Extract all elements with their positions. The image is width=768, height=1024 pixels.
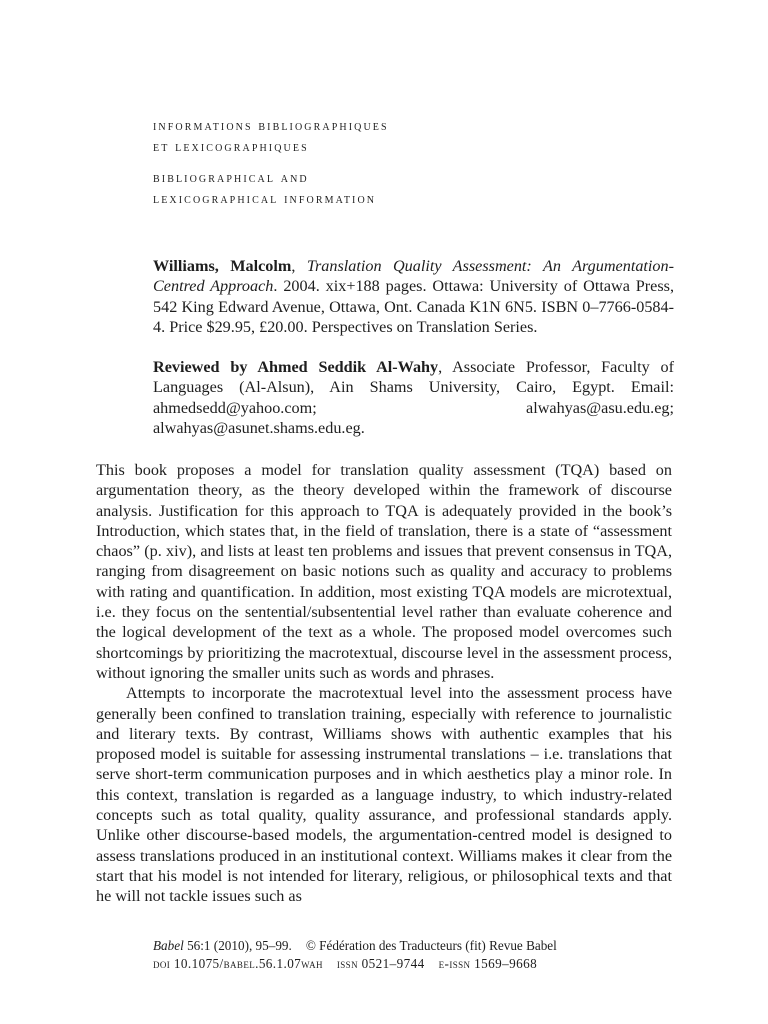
body-paragraph-1: This book proposes a model for translation quality assessment (TQA) based on argumentation theory, as the theory developed within the framework of discourse analysis. Justification for this approach to TQA is adequately provided in the book’s Introduction, which states that, in the field of translation, there is a state of “assessment chaos” (p. xiv), and lists at least ten problems and issues that prevent consensus in TQA, ranging from disagreement on basic notions such as quality and accuracy to problems with rating and quantification. In addition, most existing TQA models are microtextual, i.e. they focus on the sentential/subsentential level rather than evaluate coherence and the logical development of the text as a whole. The proposed model overcomes such shortcomings by prioritizing the macrotextual, discourse level in the assessment process, without ignoring the smaller units such as words and phrases. (96, 461, 672, 682)
french-section-heading (153, 116, 693, 158)
copyright-notice: © Fédération des Traducteurs (fit) Revue Babel (305, 938, 557, 953)
review-body (96, 460, 672, 907)
eissn: e-issn 1569–9668 (438, 956, 538, 971)
issn: issn 0521–9744 (336, 956, 425, 971)
english-heading-line1: bibliographical and (153, 170, 309, 186)
reviewer-name: Reviewed by Ahmed Seddik Al-Wahy (153, 358, 439, 376)
book-title: Translation Quality Assessment: An Argumentation-Centred Approach (153, 257, 674, 296)
french-heading-line1: informations bibliographiques (153, 118, 389, 134)
page-footer (153, 937, 673, 973)
book-reference: Williams, Malcolm, Translation Quality Assessment: An Argumentation-Centred Approach. 2004. xix+188 pages. Ottawa: University of Ottawa Press, 542 King Edward Avenue, Ottawa, Ont. Canada K1N 6N5. ISBN 0–7766-0584-4. Price $29.95, £20.00. Perspectives on Translation Series. (153, 257, 674, 337)
french-heading-line2: et lexicographiques (153, 139, 309, 155)
book-author: Williams, Malcolm (153, 257, 292, 275)
reviewer-info (153, 357, 674, 439)
journal-citation: 56:1 (2010), 95–99. (187, 938, 292, 953)
reviewer-details: , Associate Professor, Faculty of Languages (Al-Alsun), Ain Shams University, Cairo, Egypt. Email: ahmedsedd@yahoo.com; alwahyas@asu.edu.eg; alwahyas@asunet.shams.edu.eg. (153, 358, 674, 438)
doi: doi 10.1075/babel.56.1.07wah (153, 956, 323, 971)
journal-name: Babel (153, 938, 184, 953)
body-paragraph-2: Attempts to incorporate the macrotextual level into the assessment process have generally been confined to translation training, especially with reference to journalistic and literary texts. By contrast, Williams shows with authentic examples that his proposed model is suitable for assessing instrumental translations – i.e. translations that serve short-term communication purposes and in which aesthetics play a minor role. In this context, translation is regarded as a language industry, to which industry-related concepts such as total quality, quality assurance, and professional standards apply. Unlike other discourse-based models, the argumentation-centred model is designed to assess translations produced in an institutional context. Williams makes it clear from the start that his model is not intended for literary, religious, or philosophical texts and that he will not tackle issues such as (96, 684, 672, 906)
book-details: . 2004. xix+188 pages. Ottawa: University of Ottawa Press, 542 King Edward Avenue, Ottawa, Ont. Canada K1N 6N5. ISBN 0–7766-0584-4. Price $29.95, £20.00. Perspectives on Translation Series. (153, 277, 674, 337)
english-heading-line2: lexicographical information (153, 191, 377, 207)
footer-identifiers-line (153, 955, 673, 973)
footer-citation-line (153, 937, 673, 955)
english-section-heading (153, 168, 693, 210)
